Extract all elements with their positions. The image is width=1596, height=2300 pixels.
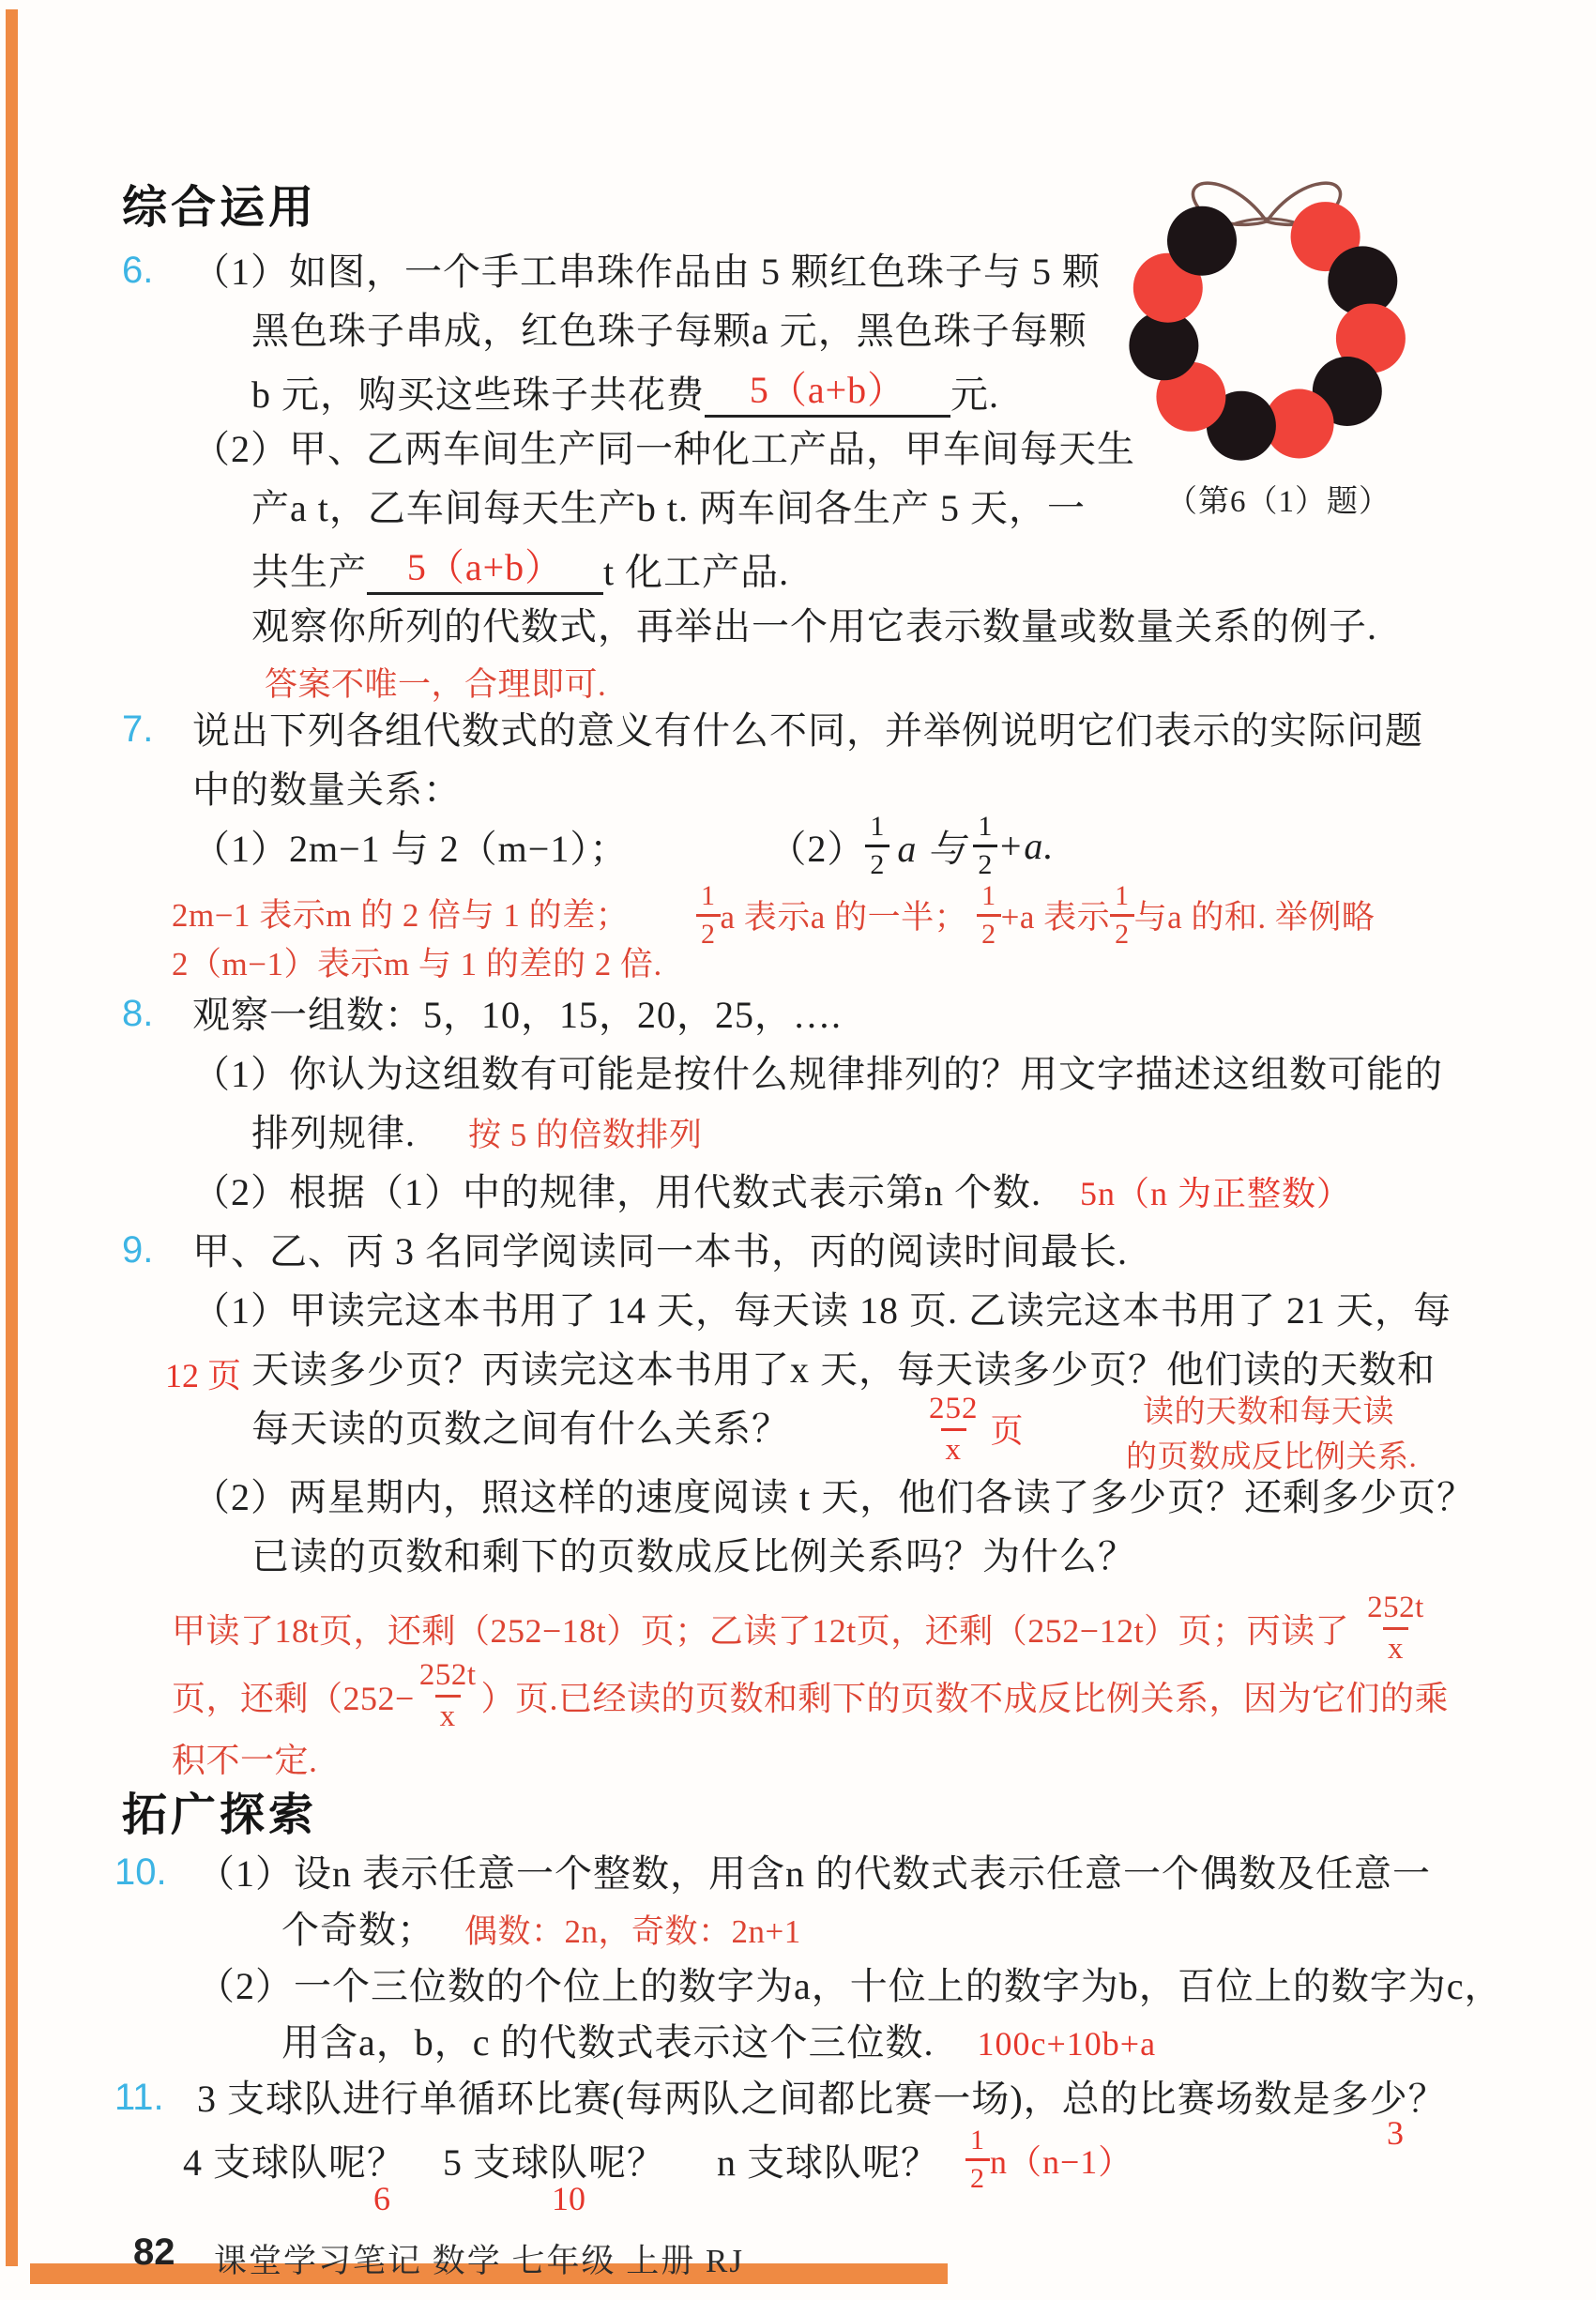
problem6-line4: （2）甲、乙两车间生产同一种化工产品，甲车间每天生 (192, 428, 1135, 470)
bead-necklace-figure (1121, 160, 1412, 469)
problem11-answer-3: 3 (1387, 2114, 1404, 2152)
problem6-blank2-answer: 5（a+b） (406, 546, 564, 588)
problem9-big-answer-line1-text: 甲读了18t页，还剩（252−18t）页；乙读了12t页，还剩（252−12t）页；丙读了 (172, 1611, 1350, 1650)
fraction-one-half: 1 2 (973, 813, 997, 879)
problem10-line4-text: 用含a，b，c 的代数式表示这个三位数. (281, 2021, 935, 2064)
problem10-line3: （2）一个三位数的个位上的数字为a，十位上的数字为b，百位上的数字为c， (197, 1965, 1503, 2007)
problem9-big-answer-line3: 积不一定. (172, 1742, 318, 1779)
problem6-blank1-answer: 5（a+b） (749, 369, 906, 411)
section-heading-exploration: 拓广探索 (122, 1790, 318, 1840)
fraction-one-half: 1 2 (865, 813, 889, 879)
problem7-answer-right-seg3: 与a 的和. 举例略 (1133, 899, 1376, 936)
problem6-answer-note: 答案不唯一，合理即可. (265, 666, 607, 703)
fraction-252t-over-x: 252t x (1367, 1590, 1424, 1666)
fraction-one-half: 1 2 (1110, 882, 1134, 949)
problem11-line2 (183, 2119, 1132, 2200)
problem9-margin-answer: 12 页 (165, 1357, 242, 1394)
problem9-big-answer-line2-post: ）页.已经读的页数和剩下的页数不成反比例关系，因为它们的乘 (480, 1679, 1449, 1717)
problem9-fraction-answer (924, 1389, 1025, 1470)
problem6-line6-text: 共生产 (251, 551, 367, 593)
problem9-line5: （2）两星期内，照这样的速度阅读 t 天，他们各读了多少页？还剩多少页？ (192, 1476, 1476, 1518)
problem6-line6-tail: t 化工产品. (603, 551, 790, 593)
problem7-answer-left1: 2m−1 表示m 的 2 倍与 1 的差； (172, 897, 630, 934)
problem7-answer-right (696, 873, 1375, 957)
problem8-answer2: 5n（n 为正整数） (1080, 1175, 1352, 1212)
problem6-blank2 (367, 545, 603, 595)
problem9-line6: 已读的页数和剩下的页数成反比例关系吗？为什么？ (251, 1535, 1136, 1577)
problem7-item2-mid: a 与 (897, 827, 966, 870)
problem8-line4-text: （2）根据（1）中的规律，用代数式表示第n 个数. (192, 1171, 1041, 1213)
problem9-note-line1: 读的天数和每天读 (1143, 1395, 1394, 1429)
problem7-line1: 说出下列各组代数式的意义有什么不同，并举例说明它们表示的实际问题 (192, 709, 1423, 752)
problem6-line3 (251, 368, 999, 418)
problem7-answer-right-seg2: +a 表示 (1000, 899, 1111, 936)
fraction-one-half: 1 2 (965, 2126, 990, 2193)
problem7-number: 7. (122, 708, 154, 750)
fraction-one-half: 1 2 (696, 882, 721, 949)
problem10-number: 10. (114, 1851, 167, 1893)
problem10-line2 (281, 1908, 801, 1953)
fraction-one-half: 1 2 (977, 882, 1001, 949)
problem7-item1: （1）2m−1 与 2（m−1）； (192, 827, 629, 870)
problem9-line4: 每天读的页数之间有什么关系？ (251, 1408, 790, 1450)
problem7-item2-label: （2） (768, 827, 866, 870)
problem9-line2: （1）甲读完这本书用了 14 天，每天读 18 页. 乙读完这本书用了 21 天，每 (192, 1289, 1452, 1332)
problem9-number: 9. (122, 1229, 154, 1271)
problem7-line2: 中的数量关系： (192, 769, 462, 811)
problem7-item2 (768, 810, 1055, 880)
problem9-big-answer-line2-pre: 页，还剩（252− (172, 1679, 415, 1717)
fraction-252-over-x: 252 x (929, 1391, 979, 1467)
problem8-line1: 观察一组数：5，10，15，20，25，…. (192, 994, 842, 1036)
problem9-line3: 天读多少页？丙读完这本书用了x 天，每天读多少页？他们读的天数和 (251, 1348, 1436, 1391)
problem8-line4 (192, 1170, 1351, 1215)
problem6-line1: （1）如图，一个手工串珠作品由 5 颗红色珠子与 5 颗 (192, 251, 1101, 293)
page-number: 82 (133, 2231, 175, 2273)
problem11-line2-qn: n 支球队呢？ (717, 2140, 939, 2184)
problem6-number: 6. (122, 250, 154, 291)
problem11-line2-q5: 5 支球队呢？ (443, 2140, 665, 2184)
problem7-answer-right-seg1: a 表示a 的一半； (720, 899, 968, 936)
figure-caption: （第6（1）题） (1166, 485, 1391, 519)
problem6-line2: 黑色珠子串成，红色珠子每颗a 元，黑色珠子每颗 (251, 310, 1087, 352)
problem9-note-line2: 的页数成反比例关系. (1126, 1440, 1418, 1474)
footer-book-title: 课堂学习笔记 数学 七年级 上册 RJ (214, 2243, 744, 2279)
problem11-answer-10: 10 (552, 2180, 585, 2217)
problem8-line2: （1）你认为这组数有可能是按什么规律排列的？用文字描述这组数可能的 (192, 1053, 1443, 1095)
problem7-answer-left2: 2（m−1）表示m 与 1 的差的 2 倍. (172, 946, 662, 982)
problem8-line3 (251, 1111, 703, 1156)
problem9-fraction-unit: 页 (990, 1413, 1025, 1450)
problem10-answer2: 100c+10b+a (977, 2025, 1157, 2063)
beads-group (1129, 202, 1406, 461)
problem6-line6 (251, 545, 789, 595)
problem6-line3-tail: 元. (950, 373, 999, 416)
problem6-line3-text: b 元，购买这些珠子共花费 (251, 373, 705, 416)
problem10-line2-text: 个奇数； (281, 1909, 435, 1951)
bead-black (1167, 206, 1237, 276)
problem6-blank1 (705, 368, 950, 418)
problem7-item2-tail: +a. (997, 824, 1055, 867)
problem8-line3-text: 排列规律. (251, 1112, 416, 1154)
problem10-line1: （1）设n 表示任意一个整数，用含n 的代数式表示任意一个偶数及任意一 (197, 1852, 1431, 1895)
problem6-line5: 产a t，乙车间每天生产b t. 两车间各生产 5 天，一 (251, 487, 1086, 529)
problem11-answer-formula-tail: n（n−1） (990, 2142, 1133, 2181)
problem8-answer1: 按 5 的倍数排列 (468, 1117, 703, 1153)
problem9-line1: 甲、乙、丙 3 名同学阅读同一本书，丙的阅读时间最长. (192, 1230, 1128, 1272)
problem10-answer1: 偶数：2n，奇数：2n+1 (464, 1913, 801, 1950)
section-heading-comprehensive: 综合运用 (122, 183, 318, 233)
problem11-answer-6: 6 (373, 2180, 390, 2217)
problem10-line4 (281, 2020, 1156, 2065)
problem11-answer-formula (965, 2126, 1132, 2193)
problem11-number: 11. (114, 2077, 164, 2118)
page-accent-bar-left (6, 9, 18, 2266)
problem6-line7: 观察你所列的代数式，再举出一个用它表示数量或数量关系的例子. (251, 605, 1377, 647)
problem8-number: 8. (122, 993, 154, 1034)
problem11-line1: 3 支球队进行单循环比赛(每两队之间都比赛一场)，总的比赛场数是多少？ (197, 2078, 1447, 2120)
problem9-big-answer-line2 (172, 1653, 1449, 1738)
fraction-252t-over-x: $\frac{252t}{x}$ (418, 1657, 477, 1733)
problem11-line2-q4: 4 支球队呢？ (183, 2140, 405, 2184)
